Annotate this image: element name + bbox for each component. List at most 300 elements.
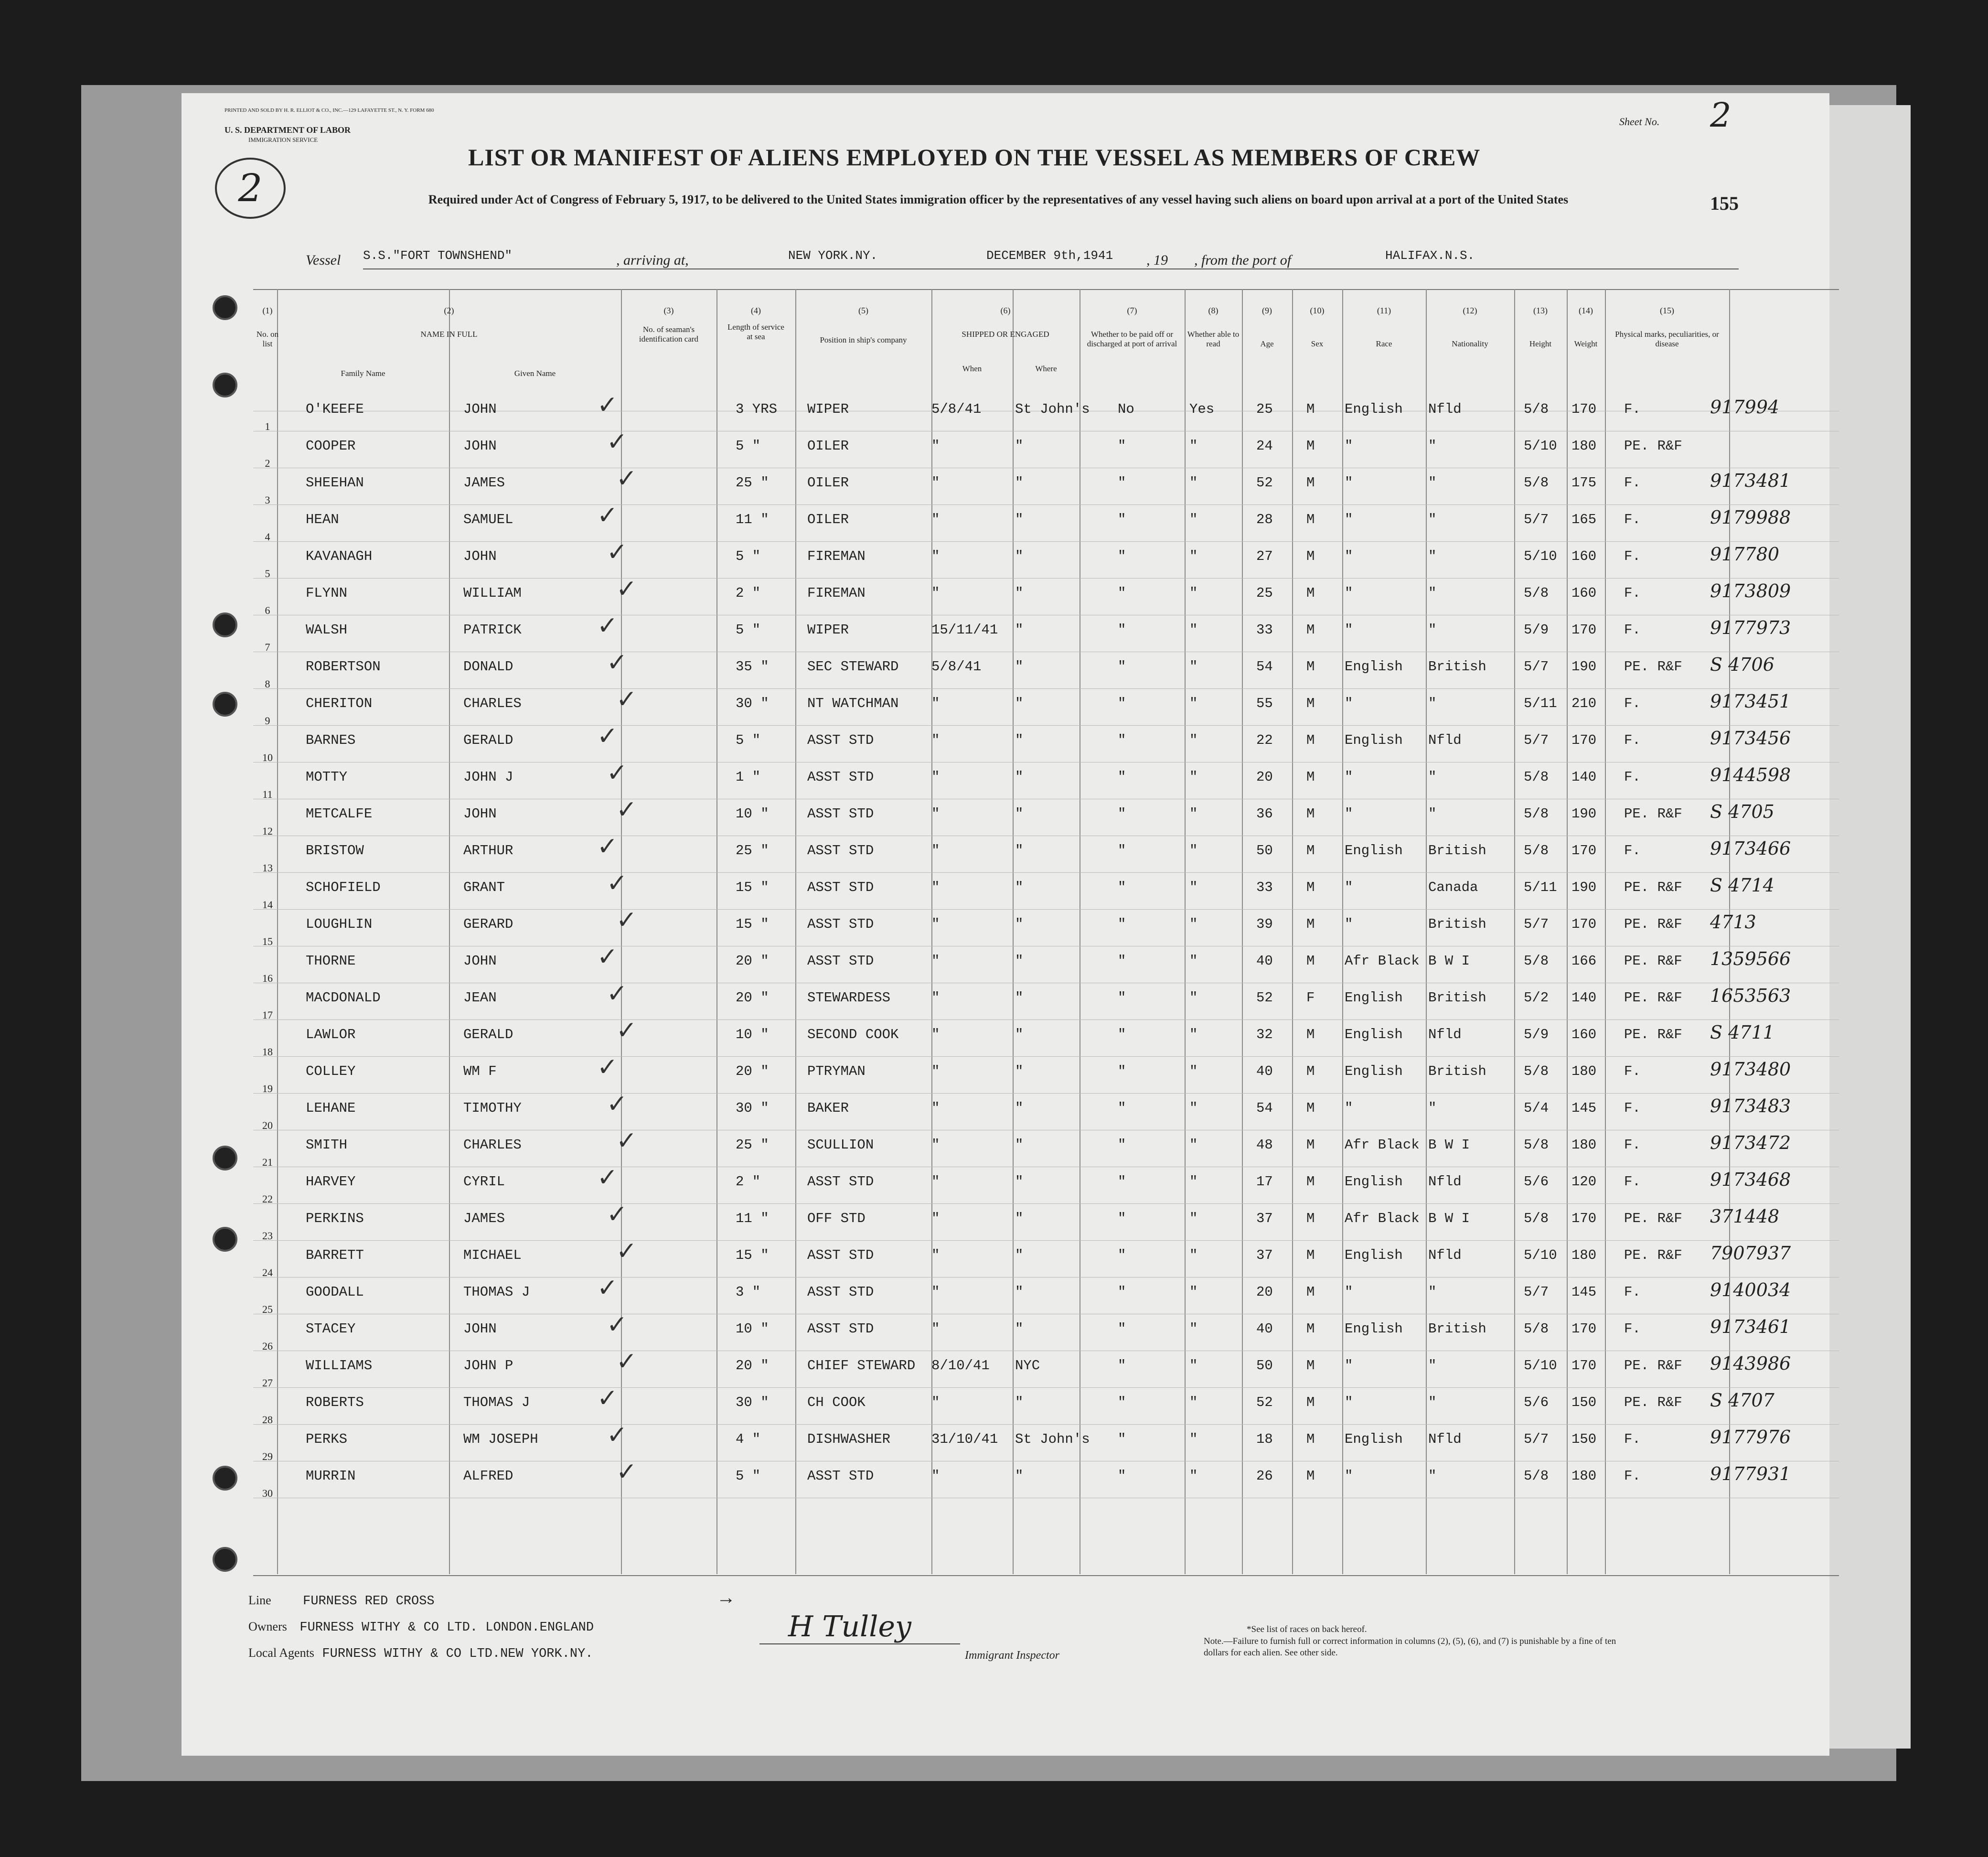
row-race: English — [1345, 401, 1403, 417]
row-paid-off: " — [1118, 843, 1126, 859]
row-physical-marks: F. — [1624, 548, 1641, 564]
row-nationality: " — [1428, 548, 1437, 564]
row-race: Afr Black — [1345, 1211, 1420, 1226]
col-num-13: (13) — [1533, 306, 1548, 315]
row-physical-marks: F. — [1624, 1174, 1641, 1190]
races-note: *See list of races on back hereof. — [1247, 1624, 1367, 1634]
row-handwritten-number: 9173461 — [1710, 1316, 1791, 1337]
row-physical-marks: F. — [1624, 843, 1641, 859]
row-paid-off: " — [1118, 475, 1126, 491]
table-row — [0, 391, 1988, 438]
row-shipped-where: " — [1015, 1284, 1024, 1300]
row-position: WIPER — [807, 401, 849, 417]
row-able-to-read: " — [1189, 475, 1198, 491]
row-service-length: 20 " — [736, 1063, 769, 1079]
table-row — [0, 979, 1988, 1027]
row-shipped-when: " — [931, 953, 940, 969]
row-able-to-read: " — [1189, 1137, 1198, 1153]
row-shipped-where: " — [1015, 475, 1024, 491]
row-height: 5/7 — [1524, 732, 1549, 748]
row-physical-marks: F. — [1624, 1468, 1641, 1484]
row-service-length: 5 " — [736, 732, 761, 748]
row-handwritten-number: 9177931 — [1710, 1463, 1791, 1484]
arriving-label: , arriving at, — [616, 252, 689, 268]
table-row — [0, 1237, 1988, 1284]
checkmark-icon: ✓ — [616, 464, 637, 493]
row-sex: M — [1306, 1358, 1315, 1374]
row-nationality: Nfld — [1428, 1174, 1462, 1190]
row-number: 28 — [262, 1414, 273, 1426]
row-handwritten-number: 9179988 — [1710, 507, 1791, 528]
row-able-to-read: " — [1189, 843, 1198, 859]
checkmark-icon: ✓ — [597, 943, 618, 971]
row-shipped-where: " — [1015, 1247, 1024, 1263]
row-handwritten-number: 9173456 — [1710, 728, 1791, 749]
row-sex: M — [1306, 732, 1315, 748]
row-paid-off: " — [1118, 732, 1126, 748]
row-weight: 160 — [1571, 548, 1597, 564]
col-header-sex: Sex — [1311, 339, 1324, 348]
row-sex: M — [1306, 585, 1315, 601]
row-number: 11 — [262, 788, 273, 800]
row-weight: 120 — [1571, 1174, 1597, 1190]
row-height: 5/8 — [1524, 1211, 1549, 1226]
row-number: 8 — [265, 678, 270, 690]
row-race: English — [1345, 732, 1403, 748]
row-position: OILER — [807, 438, 849, 454]
owners-label: Owners FURNESS WITHY & CO LTD. LONDON.ENGLAND — [248, 1620, 594, 1635]
row-physical-marks: F. — [1624, 475, 1641, 491]
row-number: 20 — [262, 1119, 273, 1131]
row-family-name: LAWLOR — [306, 1027, 356, 1042]
row-age: 52 — [1256, 475, 1273, 491]
table-row — [0, 1421, 1988, 1468]
row-paid-off: " — [1118, 806, 1126, 822]
row-weight: 145 — [1571, 1100, 1597, 1116]
row-weight: 145 — [1571, 1284, 1597, 1300]
table-row — [0, 1016, 1988, 1063]
col-header-marks: Physical marks, peculiarities, or disease — [1615, 330, 1719, 348]
printer-line: PRINTED AND SOLD BY H. R. ELLIOT & CO., INC.—129 LAFAYETTE ST., N. Y. FORM 680 — [224, 107, 434, 113]
table-row — [0, 612, 1988, 659]
row-handwritten-number: 9173481 — [1710, 470, 1791, 491]
row-height: 5/9 — [1524, 1027, 1549, 1042]
row-race: English — [1345, 1431, 1403, 1447]
row-height: 5/6 — [1524, 1174, 1549, 1190]
row-able-to-read: " — [1189, 1321, 1198, 1337]
row-sex: M — [1306, 622, 1315, 638]
row-sex: M — [1306, 1100, 1315, 1116]
table-row — [0, 1310, 1988, 1358]
row-age: 54 — [1256, 1100, 1273, 1116]
row-weight: 180 — [1571, 1468, 1597, 1484]
row-weight: 190 — [1571, 806, 1597, 822]
row-race: English — [1345, 659, 1403, 675]
col-header-given: Given Name — [514, 369, 556, 378]
row-race: " — [1345, 475, 1353, 491]
row-paid-off: " — [1118, 769, 1126, 785]
row-able-to-read: " — [1189, 990, 1198, 1006]
row-sex: M — [1306, 916, 1315, 932]
row-number: 9 — [265, 715, 270, 727]
row-number: 24 — [262, 1267, 273, 1278]
row-shipped-where: " — [1015, 1211, 1024, 1226]
row-number: 10 — [262, 751, 273, 763]
row-nationality: Nfld — [1428, 401, 1462, 417]
row-weight: 165 — [1571, 512, 1597, 527]
row-shipped-where: " — [1015, 1063, 1024, 1079]
row-handwritten-number: 9177973 — [1710, 617, 1791, 638]
row-able-to-read: " — [1189, 953, 1198, 969]
row-height: 5/7 — [1524, 659, 1549, 675]
row-shipped-where: " — [1015, 880, 1024, 895]
checkmark-icon: ✓ — [616, 1458, 637, 1486]
row-handwritten-number: 9173483 — [1710, 1095, 1791, 1116]
row-given-name: SAMUEL — [463, 512, 513, 527]
row-shipped-when: " — [931, 916, 940, 932]
row-service-length: 5 " — [736, 622, 761, 638]
row-height: 5/8 — [1524, 953, 1549, 969]
row-handwritten-number: 9144598 — [1710, 764, 1791, 785]
row-given-name: JOHN — [463, 806, 497, 822]
row-service-length: 3 YRS — [736, 401, 778, 417]
sheet-label: Sheet No. — [1619, 116, 1660, 128]
row-height: 5/4 — [1524, 1100, 1549, 1116]
row-family-name: LOUGHLIN — [306, 916, 373, 932]
row-service-length: 2 " — [736, 1174, 761, 1190]
col-header-name: NAME IN FULL — [420, 330, 478, 339]
row-sex: M — [1306, 401, 1315, 417]
row-number: 4 — [265, 531, 270, 543]
row-given-name: JOHN J — [463, 769, 513, 785]
table-row — [0, 1163, 1988, 1211]
row-shipped-where: " — [1015, 548, 1024, 564]
col-header-position: Position in ship's company — [820, 335, 907, 344]
col-header-shipped: SHIPPED OR ENGAGED — [962, 330, 1049, 339]
row-shipped-where: " — [1015, 438, 1024, 454]
row-shipped-when: " — [931, 1468, 940, 1484]
row-family-name: BARRETT — [306, 1247, 364, 1263]
row-age: 25 — [1256, 585, 1273, 601]
row-position: NT WATCHMAN — [807, 696, 899, 711]
row-age: 40 — [1256, 953, 1273, 969]
row-given-name: THOMAS J — [463, 1395, 530, 1410]
row-weight: 180 — [1571, 1063, 1597, 1079]
row-physical-marks: F. — [1624, 1100, 1641, 1116]
row-able-to-read: " — [1189, 696, 1198, 711]
row-age: 37 — [1256, 1247, 1273, 1263]
row-physical-marks: PE. R&F — [1624, 880, 1682, 895]
row-given-name: JOHN — [463, 438, 497, 454]
row-paid-off: " — [1118, 512, 1126, 527]
row-given-name: GERALD — [463, 732, 513, 748]
row-able-to-read: " — [1189, 659, 1198, 675]
row-shipped-when: " — [931, 1100, 940, 1116]
row-shipped-when: " — [931, 696, 940, 711]
table-row — [0, 1090, 1988, 1137]
col-num-6: (6) — [1000, 306, 1011, 315]
table-row — [0, 943, 1988, 990]
checkmark-icon: ✓ — [607, 979, 628, 1008]
checkmark-icon: ✓ — [597, 391, 618, 419]
row-age: 54 — [1256, 659, 1273, 675]
row-weight: 170 — [1571, 1358, 1597, 1374]
row-nationality: British — [1428, 1063, 1486, 1079]
row-race: " — [1345, 1395, 1353, 1410]
row-service-length: 30 " — [736, 696, 769, 711]
row-weight: 150 — [1571, 1395, 1597, 1410]
row-position: ASST STD — [807, 1174, 874, 1190]
row-shipped-where: " — [1015, 1321, 1024, 1337]
row-age: 39 — [1256, 916, 1273, 932]
line-label: Line FURNESS RED CROSS — [248, 1593, 435, 1609]
checkmark-icon: ✓ — [607, 759, 628, 787]
row-age: 48 — [1256, 1137, 1273, 1153]
row-given-name: JOHN — [463, 401, 497, 417]
row-nationality: " — [1428, 696, 1437, 711]
row-given-name: MICHAEL — [463, 1247, 522, 1263]
row-service-length: 35 " — [736, 659, 769, 675]
row-shipped-when: 15/11/41 — [931, 622, 998, 638]
row-position: OFF STD — [807, 1211, 866, 1226]
col-num-4: (4) — [751, 306, 761, 315]
row-physical-marks: PE. R&F — [1624, 1358, 1682, 1374]
row-family-name: WILLIAMS — [306, 1358, 373, 1374]
row-given-name: JAMES — [463, 1211, 505, 1226]
row-physical-marks: F. — [1624, 585, 1641, 601]
col-num-7: (7) — [1127, 306, 1137, 315]
table-row — [0, 501, 1988, 548]
row-number: 1 — [265, 420, 270, 432]
col-num-14: (14) — [1579, 306, 1593, 315]
row-height: 5/10 — [1524, 548, 1557, 564]
row-shipped-when: " — [931, 1027, 940, 1042]
row-height: 5/8 — [1524, 1063, 1549, 1079]
row-family-name: CHERITON — [306, 696, 373, 711]
row-race: " — [1345, 548, 1353, 564]
col-header-paid: Whether to be paid off or discharged at port of arrival — [1087, 330, 1177, 348]
row-physical-marks: F. — [1624, 769, 1641, 785]
row-height: 5/8 — [1524, 475, 1549, 491]
row-given-name: WILLIAM — [463, 585, 522, 601]
row-number: 23 — [262, 1230, 273, 1242]
row-paid-off: " — [1118, 1137, 1126, 1153]
row-given-name: WM JOSEPH — [463, 1431, 538, 1447]
row-service-length: 3 " — [736, 1284, 761, 1300]
checkmark-icon: ✓ — [607, 648, 628, 677]
checkmark-icon: ✓ — [616, 1016, 637, 1045]
table-row — [0, 759, 1988, 806]
row-position: ASST STD — [807, 806, 874, 822]
row-family-name: WALSH — [306, 622, 348, 638]
row-paid-off: " — [1118, 1211, 1126, 1226]
row-shipped-where: " — [1015, 806, 1024, 822]
row-family-name: METCALFE — [306, 806, 373, 822]
row-service-length: 11 " — [736, 512, 769, 527]
row-weight: 190 — [1571, 880, 1597, 895]
row-position: ASST STD — [807, 1321, 874, 1337]
row-sex: M — [1306, 1395, 1315, 1410]
row-family-name: KAVANAGH — [306, 548, 373, 564]
row-position: PTRYMAN — [807, 1063, 866, 1079]
row-nationality: B W I — [1428, 953, 1470, 969]
checkmark-icon: ✓ — [616, 906, 637, 934]
row-shipped-where: " — [1015, 916, 1024, 932]
row-weight: 210 — [1571, 696, 1597, 711]
row-paid-off: " — [1118, 696, 1126, 711]
row-given-name: JEAN — [463, 990, 497, 1006]
row-shipped-when: " — [931, 769, 940, 785]
row-position: ASST STD — [807, 843, 874, 859]
row-shipped-where: " — [1015, 769, 1024, 785]
row-handwritten-number: 9140034 — [1710, 1279, 1791, 1300]
row-age: 55 — [1256, 696, 1273, 711]
checkmark-icon: ✓ — [616, 1237, 637, 1266]
row-height: 5/7 — [1524, 1431, 1549, 1447]
row-given-name: DONALD — [463, 659, 513, 675]
row-given-name: JOHN — [463, 953, 497, 969]
row-able-to-read: " — [1189, 1431, 1198, 1447]
row-weight: 140 — [1571, 990, 1597, 1006]
document-subtitle: Required under Act of Congress of February 5, 1917, to be delivered to the United States immigration officer by the representatives of any vessel having such aliens on board upon arrival at a port of the United States — [428, 193, 1569, 206]
row-handwritten-number: 7907937 — [1710, 1243, 1791, 1264]
row-family-name: SMITH — [306, 1137, 348, 1153]
row-family-name: MOTTY — [306, 769, 348, 785]
row-sex: M — [1306, 1321, 1315, 1337]
col-header-when: When — [962, 364, 982, 373]
row-race: " — [1345, 696, 1353, 711]
row-service-length: 25 " — [736, 1137, 769, 1153]
row-position: WIPER — [807, 622, 849, 638]
row-age: 22 — [1256, 732, 1273, 748]
row-sex: M — [1306, 1468, 1315, 1484]
row-nationality: " — [1428, 769, 1437, 785]
row-given-name: CYRIL — [463, 1174, 505, 1190]
row-weight: 180 — [1571, 1247, 1597, 1263]
row-number: 5 — [265, 568, 270, 580]
row-family-name: COLLEY — [306, 1063, 356, 1079]
row-nationality: " — [1428, 622, 1437, 638]
row-paid-off: " — [1118, 659, 1126, 675]
checkmark-icon: ✓ — [616, 575, 637, 603]
row-height: 5/7 — [1524, 916, 1549, 932]
row-shipped-when: " — [931, 475, 940, 491]
row-height: 5/9 — [1524, 622, 1549, 638]
row-service-length: 30 " — [736, 1395, 769, 1410]
row-shipped-when: 5/8/41 — [931, 659, 982, 675]
row-shipped-where: NYC — [1015, 1358, 1040, 1374]
vessel-name: S.S."FORT TOWNSHEND" — [363, 248, 513, 263]
row-physical-marks: F. — [1624, 1284, 1641, 1300]
col-header-service: Length of service at sea — [727, 322, 784, 341]
row-shipped-when: " — [931, 1211, 940, 1226]
row-position: ASST STD — [807, 953, 874, 969]
row-age: 33 — [1256, 622, 1273, 638]
row-family-name: MURRIN — [306, 1468, 356, 1484]
row-number: 29 — [262, 1450, 273, 1462]
row-height: 5/10 — [1524, 1358, 1557, 1374]
row-able-to-read: " — [1189, 585, 1198, 601]
row-nationality: " — [1428, 1468, 1437, 1484]
col-header-card: No. of seaman's identification card — [639, 325, 699, 343]
row-paid-off: " — [1118, 916, 1126, 932]
row-race: " — [1345, 585, 1353, 601]
row-physical-marks: F. — [1624, 512, 1641, 527]
row-physical-marks: F. — [1624, 732, 1641, 748]
row-shipped-when: " — [931, 1063, 940, 1079]
document-title: LIST OR MANIFEST OF ALIENS EMPLOYED ON THE VESSEL AS MEMBERS OF CREW — [468, 144, 1481, 171]
row-given-name: ARTHUR — [463, 843, 513, 859]
row-family-name: LEHANE — [306, 1100, 356, 1116]
row-physical-marks: F. — [1624, 1321, 1641, 1337]
row-physical-marks: PE. R&F — [1624, 1211, 1682, 1226]
row-paid-off: " — [1118, 438, 1126, 454]
row-handwritten-number: 917780 — [1710, 544, 1780, 565]
row-race: " — [1345, 512, 1353, 527]
checkmark-icon: ✓ — [597, 1274, 618, 1302]
row-shipped-where: " — [1015, 1100, 1024, 1116]
row-number: 16 — [262, 972, 273, 984]
table-row — [0, 906, 1988, 953]
row-shipped-where: " — [1015, 732, 1024, 748]
row-shipped-when: " — [931, 585, 940, 601]
row-service-length: 2 " — [736, 585, 761, 601]
row-service-length: 1 " — [736, 769, 761, 785]
col-num-3: (3) — [663, 306, 674, 315]
row-sex: M — [1306, 1137, 1315, 1153]
row-position: FIREMAN — [807, 548, 866, 564]
checkmark-icon: ✓ — [607, 1310, 628, 1339]
row-sex: M — [1306, 475, 1315, 491]
row-number: 27 — [262, 1377, 273, 1389]
checkmark-icon: ✓ — [597, 1053, 618, 1082]
row-shipped-when: " — [931, 548, 940, 564]
row-weight: 170 — [1571, 1321, 1597, 1337]
row-family-name: PERKINS — [306, 1211, 364, 1226]
arrow-mark: → — [716, 1587, 736, 1608]
table-row — [0, 464, 1988, 512]
row-nationality: " — [1428, 1358, 1437, 1374]
row-service-length: 11 " — [736, 1211, 769, 1226]
row-weight: 160 — [1571, 1027, 1597, 1042]
row-race: " — [1345, 806, 1353, 822]
checkmark-icon: ✓ — [597, 501, 618, 530]
row-paid-off: " — [1118, 1431, 1126, 1447]
row-age: 24 — [1256, 438, 1273, 454]
row-able-to-read: " — [1189, 1395, 1198, 1410]
row-race: " — [1345, 1468, 1353, 1484]
from-port: HALIFAX.N.S. — [1385, 248, 1475, 263]
row-shipped-when: " — [931, 732, 940, 748]
row-handwritten-number: 371448 — [1710, 1206, 1780, 1227]
row-paid-off: " — [1118, 548, 1126, 564]
row-family-name: GOODALL — [306, 1284, 364, 1300]
row-service-length: 15 " — [736, 916, 769, 932]
row-able-to-read: " — [1189, 1284, 1198, 1300]
row-nationality: " — [1428, 1100, 1437, 1116]
row-shipped-when: " — [931, 1284, 940, 1300]
vessel-line-rule — [363, 268, 1739, 269]
row-handwritten-number: 9173451 — [1710, 691, 1791, 712]
checkmark-icon: ✓ — [597, 612, 618, 640]
row-service-length: 10 " — [736, 806, 769, 822]
row-service-length: 15 " — [736, 880, 769, 895]
row-service-length: 20 " — [736, 1358, 769, 1374]
row-able-to-read: " — [1189, 1174, 1198, 1190]
row-number: 26 — [262, 1340, 273, 1352]
row-physical-marks: PE. R&F — [1624, 438, 1682, 454]
row-shipped-where: " — [1015, 990, 1024, 1006]
